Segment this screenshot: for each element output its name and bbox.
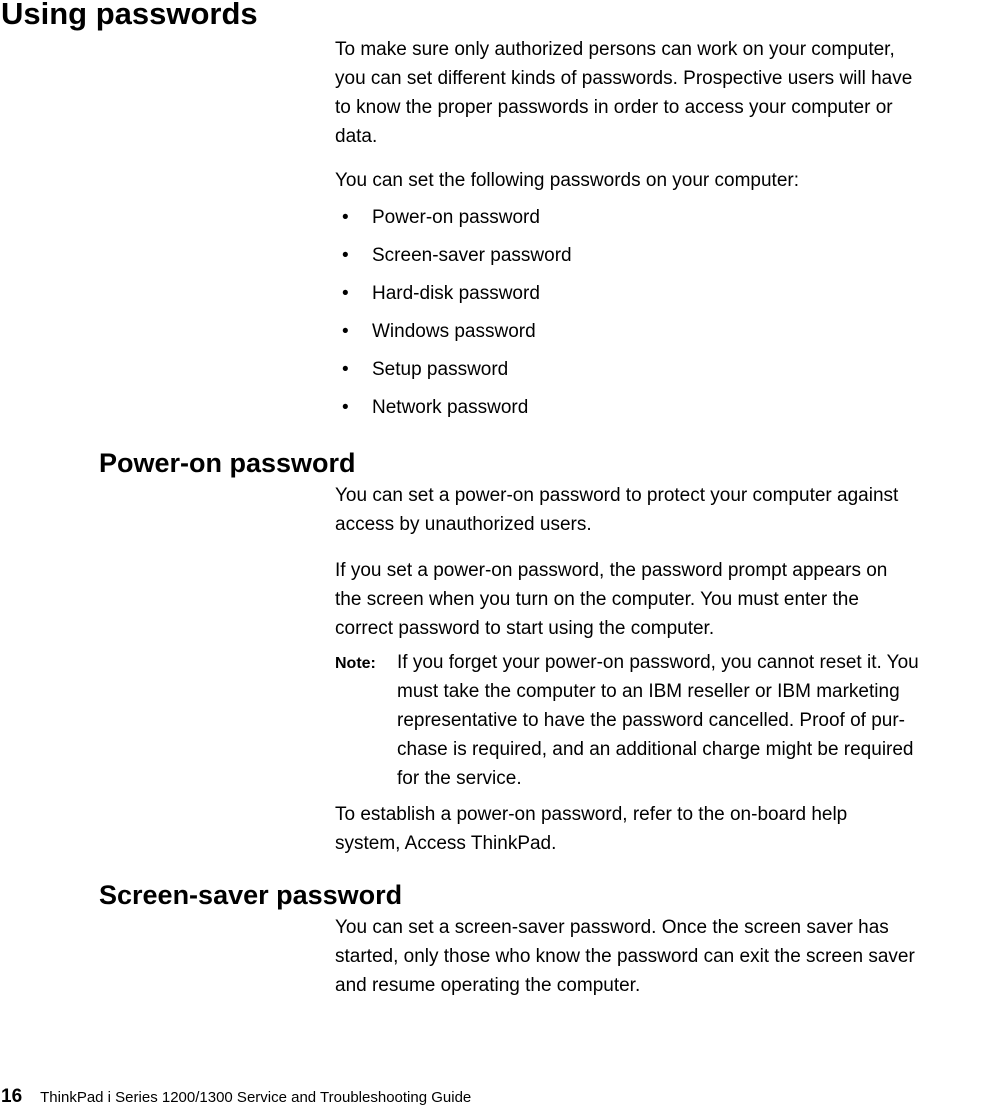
bullet-icon: • [342,283,349,304]
bullet-icon: • [342,321,349,342]
text-line: You can set a power-on password to protect your computer against [335,485,899,506]
screen-saver-heading: Screen-saver password [99,880,403,910]
list-item [335,279,572,317]
intro-paragraph [335,35,983,151]
bullet-icon: • [342,397,349,418]
list-item [335,241,572,279]
bullet-icon: • [342,207,349,228]
text-line: started, only those who know the password can exit the screen saver [335,946,915,967]
list-item [335,203,572,241]
text-line: If you forget your power-on password, you cannot reset it. You [397,652,919,673]
text-line: must take the computer to an IBM reseller or IBM marketing [397,681,900,702]
screen-saver-paragraph [335,913,983,1000]
power-on-heading: Power-on password [99,448,356,478]
text-line: for the service. [397,768,522,789]
text-line: If you set a power-on password, the password prompt appears on [335,560,888,581]
list-intro [335,166,983,195]
power-on-paragraph-3 [335,800,983,858]
list-item-label: Power-on password [372,207,540,228]
page-title: Using passwords [1,0,258,31]
list-item [335,317,572,355]
text-line: access by unauthorized users. [335,514,592,535]
bullet-icon: • [342,245,349,266]
text-line: the screen when you turn on the computer. You must enter the [335,589,859,610]
list-item-label: Windows password [372,321,536,342]
book-title: ThinkPad i Series 1200/1300 Service and Troubleshooting Guide [40,1089,472,1106]
list-item-label: Setup password [372,359,509,380]
intro-line: To make sure only authorized persons can work on your computer, [335,39,895,60]
note-label: Note: [335,655,376,672]
power-on-paragraph-2 [335,556,983,643]
list-item [335,355,572,393]
text-line: representative to have the password cancelled. Proof of pur- [397,710,906,731]
page-footer [1,1085,471,1110]
text-line: chase is required, and an additional charge might be required [397,739,914,760]
text-line: You can set a screen-saver password. Once the screen saver has [335,917,889,938]
list-item-label: Hard-disk password [372,283,540,304]
intro-line: you can set different kinds of passwords. Prospective users will have [335,68,913,89]
intro-line: data. [335,126,378,147]
list-item-label: Network password [372,397,529,418]
text-line: To establish a power-on password, refer to the on-board help [335,804,848,825]
text-line: system, Access ThinkPad. [335,833,557,854]
text-line: correct password to start using the computer. [335,618,715,639]
password-types-list [335,203,572,431]
text-line: and resume operating the computer. [335,975,641,996]
list-item [335,393,572,431]
list-intro-text: You can set the following passwords on your computer: [335,170,800,191]
bullet-icon: • [342,359,349,380]
intro-line: to know the proper passwords in order to access your computer or [335,97,893,118]
note-text [397,648,919,793]
list-item-label: Screen-saver password [372,245,572,266]
power-on-paragraph-1 [335,481,983,539]
page-number: 16 [1,1086,23,1107]
